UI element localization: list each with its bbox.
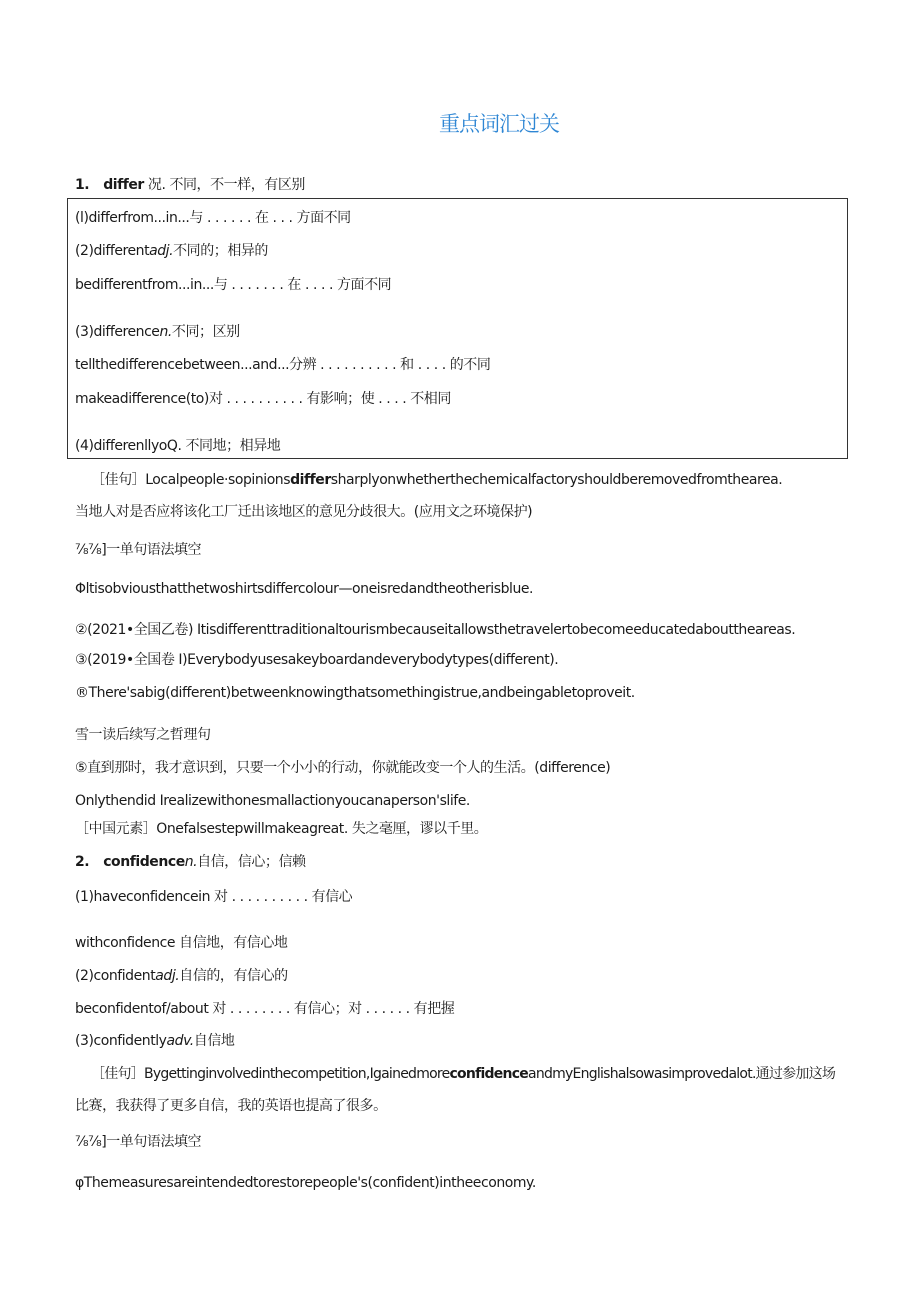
exercise-item: ③(2019•全国卷 I)Everybodyusesakeyboardandeverybodytypes(different). [75,652,559,668]
entry-2-number: 2. [75,854,90,870]
exercise-item: ®There'sabig(different)betweenknowingthatsomethingistrue,andbeingabletoproveit. [75,685,635,701]
example-sentence-2: ［佳句］Bygettinginvolvedinthecompetition,IgainedmoreconfidenceandmyEnglishalsowasimprovedalot.通过参加这场 [91,1066,836,1082]
box-line-2: (2)differentadj.不同的；相异的 [75,243,268,259]
philosophy-chinese: ⑤直到那时，我才意识到，只要一个小小的行动，你就能改变一个人的生活。(difference) [75,760,611,776]
culture-line: ［中国元素］Onefalsestepwillmakeagreat. 失之毫厘，谬以千里。 [75,821,488,837]
entry-1-word: differ [103,177,144,193]
entry-2-word: confidence [103,854,185,870]
box-line-7: (4)differenllyoQ. 不同地；相异地 [75,438,281,454]
entry-1-number: 1. [75,177,90,193]
box-line-5: tellthedifferencebetween...and...分辨 . . . . . . . . . . 和 . . . . 的不同 [75,357,491,373]
entry-1-definition: 况. 不同，不一样，有区别 [147,177,305,193]
exercise-item: ②(2021•全国乙卷) Itisdifferenttraditionaltourismbecauseitallowsthetravelertobecomeeducatedabouttheareas. [75,622,796,638]
entry-2-header [75,853,306,871]
example-translation-1: 当地人对是否应将该化工厂迁出该地区的意见分歧很大。(应用文之环境保护) [75,504,533,520]
exercise-heading-1: ⅞⅞]一单句语法填空 [75,542,202,558]
entry-2-line-2: withconfidence 自信地，有信心地 [75,935,288,951]
example-translation-2: 比赛，我获得了更多自信，我的英语也提高了很多。 [75,1098,387,1114]
philosophy-english: Onlythendid Irealizewithonesmallactionyoucanaperson'slife. [75,793,470,809]
entry-2-line-1: (1)haveconfidencein 对 . . . . . . . . . . 有信心 [75,889,353,905]
entry-2-definition: 自信，信心；信赖 [197,854,306,870]
philosophy-heading: 雪一读后续写之哲理句 [75,727,211,743]
entry-2-line-3: (2)confidentadj.自信的，有信心的 [75,968,288,984]
exercise-item: φThemeasuresareintendedtorestorepeople's(confident)intheeconomy. [75,1175,536,1191]
page-title: 重点词汇过关 [439,112,559,136]
example-sentence-1: ［佳句］Localpeople·sopinionsdiffersharplyonwhetherthechemicalfactoryshouldberemovedfromthearea. [91,472,783,488]
entry-1-header [75,176,305,194]
exercise-heading-2: ⅞⅞]一单句语法填空 [75,1134,202,1150]
entry-2-line-5: (3)confidentlyadv.自信地 [75,1033,235,1049]
box-line-6: makeadifference(to)对 . . . . . . . . . . 有影响；使 . . . . 不相同 [75,391,451,407]
box-line-1: (l)differfrom...in...与 . . . . . . 在 . . . 方面不同 [75,210,351,226]
entry-2-pos: n. [184,854,198,870]
box-line-3: bedifferentfrom...in...与 . . . . . . . 在 . . . . 方面不同 [75,277,392,293]
entry-2-line-4: beconfidentof/about 对 . . . . . . . . 有信心；对 . . . . . . 有把握 [75,1001,455,1017]
box-line-4: (3)differencen.不同；区别 [75,324,240,340]
exercise-item: Φltisobviousthatthetwoshirtsdiffercolour—oneisredandtheotherisblue. [75,581,534,597]
